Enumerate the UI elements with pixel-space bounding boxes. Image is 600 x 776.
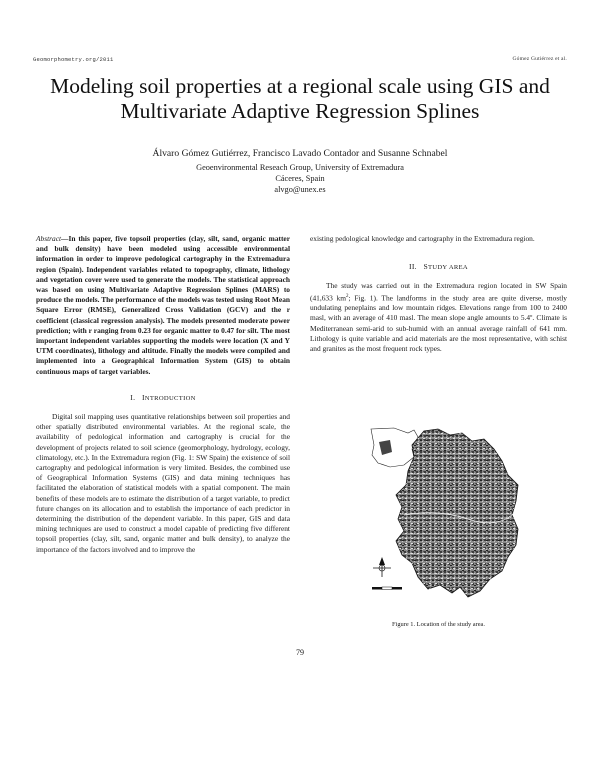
study-area-map-figure xyxy=(368,427,524,605)
running-header-right: Gómez Gutiérrez et al. xyxy=(512,56,567,62)
study-area-text-2: ; Fig. 1). The landforms in the study area are quite diverse, mostly undulating peneplains and low mountain ridges. Elevations range from 100 to 2400 masl, with an average of 410 masl. The mean slope angle amounts to 5.4º. Climate is Mediterranean semi-arid to sub-humid with an annual average rainfall of 641 mm. Lithology is quite variable and acid materials are the most representative, with schist and granites as the most frequent rock types. xyxy=(310,293,567,354)
intro-paragraph: Digital soil mapping uses quantitative relationships between soil properties and other spatially distributed environmental variables. At the regional scale, the availability of pedological information and cartography is crucial for the development of projects related to soil science (geomorphology, hydrology, ecology, climatology, etc.). In the Extremadura region (Fig. 1: SW Spain) the existence of soil cartography and pedological information is very limited. Besides, the combined use of Geographical Information Systems (GIS) and data mining techniques has facilitated the elaboration of statistical models with a spatial component. The main benefits of these models are to estimate the distribution of a target variable, to predict future changes on its allocation and to establish the importance of each predictor in determining the distribution of the dependent variable. In this paper, GIS and data mining techniques are used to construct a model capable of predicting five different topsoil properties (clay, silt, sand, organic matter and bulk density), to analyze the importance of the factors involved and to improve the xyxy=(36,412,290,554)
north-arrow-icon xyxy=(373,557,391,577)
author-list: Álvaro Gómez Gutiérrez, Francisco Lavado Contador and Susanne Schnabel xyxy=(152,148,448,159)
spain-inset-map xyxy=(371,428,418,467)
paper-title: Modeling soil properties at a regional scale using GIS and Multivariate Adaptive Regression Splines xyxy=(50,74,550,123)
intro-heading-number: I. xyxy=(130,392,136,402)
area-superscript: 2 xyxy=(346,293,349,299)
author-email: alvgo@unex.es xyxy=(274,185,326,194)
abstract xyxy=(36,234,290,377)
left-column xyxy=(36,234,290,555)
affiliation-group: Geoenvironmental Reseach Group, University of Extremadura xyxy=(196,163,404,172)
study-area-heading-first: S xyxy=(423,262,428,272)
study-area-text-1: The study was carried out in the Extremadura region located in SW Spain (41,633 km xyxy=(310,281,567,303)
intro-continuation: existing pedological knowledge and cartography in the Extremadura region. xyxy=(310,234,535,243)
study-area-heading-number: II. xyxy=(408,262,417,272)
affiliation-place: Cáceres, Spain xyxy=(275,174,325,183)
figure-caption: Figure 1. Location of the study area. xyxy=(392,621,485,628)
region-map xyxy=(368,427,524,605)
intro-heading xyxy=(36,393,290,404)
abstract-text: —In this paper, five topsoil properties (clay, silt, sand, organic matter and bulk density) have been modeled using accessible environmental information in order to improve pedological cartography in the Extremadura region (Spain). Independent variables related to topography, climate, lithology and vegetation cover were used to generate the models. The statistical approach was based on using Multivariate Adaptive Regression Splines (MARS) to produce the models. The performance of the models was tested using Root Mean Square Error (RMSE), Generalized Cross Validation (GCV) and the r coefficient (classical regression analysis). The models presented moderate power prediction; with r ranging from 0.23 for organic matter to 0.47 for silt. The most important independent variables supporting the models were location (X and Y UTM coordinates), lithology and altitude. Finally the models were compiled and implemented into a Geographical Information System (GIS) to obtain continuous maps of target variables. xyxy=(36,234,290,376)
running-header-left: Geomorphometry.org/2011 xyxy=(33,56,114,63)
right-column xyxy=(310,234,567,354)
intro-heading-first: I xyxy=(141,392,145,402)
study-area-heading xyxy=(310,262,567,273)
abstract-label: Abstract xyxy=(36,234,62,243)
page-number: 79 xyxy=(296,648,304,657)
study-area-paragraph xyxy=(310,281,567,354)
intro-heading-rest: NTRODUCTION xyxy=(144,394,196,402)
study-area-heading-rest: TUDY AREA xyxy=(427,264,468,272)
scale-bar xyxy=(372,587,402,590)
